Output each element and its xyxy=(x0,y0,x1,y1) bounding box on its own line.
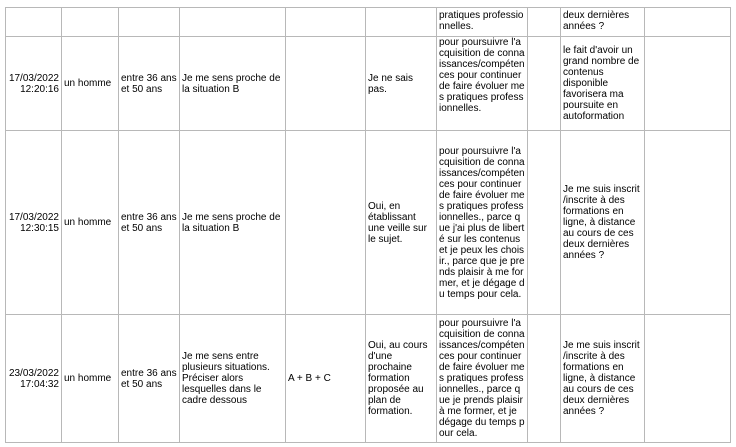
cell-empty xyxy=(645,131,731,315)
cell-choice xyxy=(286,131,366,315)
cell-autoformation: le fait d'avoir un grand nombre de contenus disponible favorisera ma poursuite en autoformation xyxy=(561,37,645,131)
cell-date-text: 23/03/2022 17:04:32 xyxy=(8,367,59,390)
cell-choice xyxy=(286,8,366,37)
cell-date-text: 17/03/2022 12:20:16 xyxy=(8,72,59,95)
table-row xyxy=(6,8,731,37)
cell-date xyxy=(6,8,62,37)
cell-veille: Je ne sais pas. xyxy=(366,37,437,131)
cell-age: entre 36 ans et 50 ans xyxy=(119,131,180,315)
cell-gender: un homme xyxy=(62,131,119,315)
cell-empty xyxy=(645,37,731,131)
cell-empty xyxy=(645,8,731,37)
cell-situation: Je me sens proche de la situation B xyxy=(180,37,286,131)
cell-empty xyxy=(528,37,561,131)
cell-date-text: 17/03/2022 12:30:15 xyxy=(8,211,59,234)
cell-autoformation: Je me suis inscrit /inscrite à des formations en ligne, à distance au cours de ces deux dernières années ? xyxy=(561,131,645,315)
cell-autoformation xyxy=(561,8,645,37)
table-row xyxy=(6,131,731,315)
cell-empty xyxy=(528,131,561,315)
cell-situation: Je me sens entre plusieurs situations. Préciser alors lesquelles dans le cadre dessous xyxy=(180,315,286,443)
cell-gender: un homme xyxy=(62,315,119,443)
cell-age: entre 36 ans et 50 ans xyxy=(119,37,180,131)
cell-empty xyxy=(645,315,731,443)
table-row xyxy=(6,315,731,443)
cell-date xyxy=(6,37,62,131)
cell-age xyxy=(119,8,180,37)
cell-veille: Oui, au cours d'une prochaine formation proposée au plan de formation. xyxy=(366,315,437,443)
cell-gender: un homme xyxy=(62,37,119,131)
cell-autoformation-text: deux dernières années ? xyxy=(563,10,630,32)
table-row xyxy=(6,37,731,131)
cell-motivation: pour poursuivre l'acquisition de connaissances/compétences pour continuer de faire évoluer mes pratiques professionnelles. xyxy=(437,37,528,131)
cell-motivation-text: pratiques professionnelles. xyxy=(439,10,524,32)
cell-choice: A + B + C xyxy=(286,315,366,443)
cell-veille xyxy=(366,8,437,37)
cell-autoformation: Je me suis inscrit /inscrite à des formations en ligne, à distance au cours de ces deux dernières années ? xyxy=(561,315,645,443)
cell-gender xyxy=(62,8,119,37)
cell-motivation: pour poursuivre l'acquisition de connaissances/compétences pour continuer de faire évoluer mes pratiques professionnelles., parce que j'ai plus de liberté sur les contenus et je peux les choisir., parce que je prends plaisir à me former, et je dégage du temps pour cela. xyxy=(437,131,528,315)
cell-choice xyxy=(286,37,366,131)
cell-age: entre 36 ans et 50 ans xyxy=(119,315,180,443)
cell-date xyxy=(6,315,62,443)
cell-motivation xyxy=(437,8,528,37)
cell-empty xyxy=(528,315,561,443)
cell-empty xyxy=(528,8,561,37)
responses-table xyxy=(5,7,731,443)
cell-motivation: pour poursuivre l'acquisition de connaissances/compétences pour continuer de faire évoluer mes pratiques professionnelles., parce que je prends plaisir à me former, et je dégage du temps pour cela. xyxy=(437,315,528,443)
cell-date xyxy=(6,131,62,315)
cell-situation: Je me sens proche de la situation B xyxy=(180,131,286,315)
cell-veille: Oui, en établissant une veille sur le sujet. xyxy=(366,131,437,315)
cell-situation xyxy=(180,8,286,37)
